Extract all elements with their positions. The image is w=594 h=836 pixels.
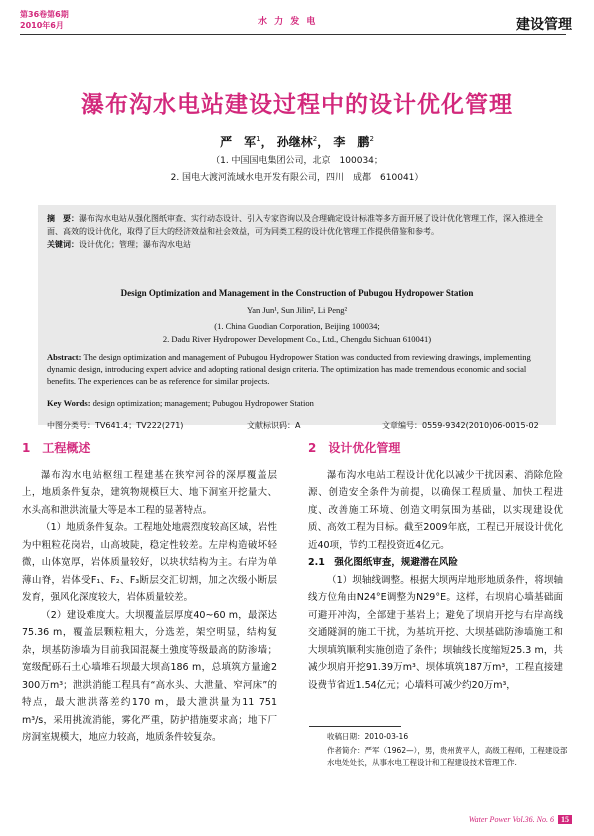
issue-date: 2010年6月: [20, 21, 64, 30]
abstract-text: 瀑布沟水电站从强化图纸审查、实行动态设计、引入专家咨询以及合理确定设计标准等多方面开展了设计优化管理工作，深入推进全面、高效的设计优化，取得了巨大的经济效益和社会效益，可为同类工程的设计优化管理工作提供借鉴和参考。: [47, 214, 543, 236]
article-title: 瀑布沟水电站建设过程中的设计优化管理: [81, 92, 513, 118]
paragraph: 瀑布沟水电站工程设计优化以减少干扰因素、消除危险源、创造安全条件为前提，以确保工程质量、加快工程进度、改善施工环境、创造文明氛围为基础，以实现建设优质、高效工程为目标。截至2009年底，工程已开展设计优化近40项，节约工程投资近4亿元。: [308, 469, 563, 551]
english-affiliation-2: 2. Dadu River Hydropower Development Co., Ltd., Chengdu Sichuan 610041): [162, 334, 432, 344]
paragraph: 瀑布沟水电站枢纽工程建基在狭窄河谷的深厚覆盖层上，地质条件复杂，建筑物规模巨大、地下洞室开挖量大、水头高和泄洪流量大等是本工程的显著特点。: [22, 469, 277, 516]
footnote-rule: [309, 726, 401, 727]
section-label: 建设管理: [512, 14, 572, 34]
paragraph: （1）地质条件复杂。工程地处地震烈度较高区域，岩性为中粗粒花岗岩，山高坡陡，稳定性较差。左岸构造破坏轻微，山体宽厚，岩体质量较好，以块状结构为主。右岸为单薄山脊，岩体受F₁、F₂、F₃断层交汇切割，加之次级小断层发育，强风化深度较大，岩体质量较差。: [22, 522, 277, 603]
document-code: 文献标识码：A: [247, 421, 301, 430]
english-keywords: [47, 398, 552, 408]
keywords-label: 关键词：: [47, 240, 79, 249]
author-list: 严 军$^1$， 孙继林$^2$， 李 鹏$^2$: [220, 135, 374, 149]
page-footer: [469, 815, 572, 824]
english-abstract: [47, 351, 552, 387]
english-abstract-label: Abstract:: [47, 352, 82, 362]
right-column: [308, 440, 563, 694]
english-keywords-label: Key Words:: [47, 398, 91, 408]
author-affiliation-mark: 2: [312, 135, 318, 143]
subsection-heading: 2.1 强化图纸审查，规避潜在风险: [308, 557, 458, 568]
author-affiliation-mark: 1: [256, 135, 261, 143]
journal-name: 水 力 发 电: [258, 17, 318, 27]
author-affiliation-mark: 2: [369, 135, 374, 143]
english-title: Design Optimization and Management in the Construction of Pubugou Hydropower Station: [120, 288, 474, 298]
affiliation-1: （1. 中国国电集团公司，北京 100034；: [211, 156, 383, 166]
header-rule: [20, 34, 566, 35]
clc-number: 中图分类号：TV641.4；TV222(271): [47, 421, 184, 430]
keywords-text: 设计优化；管理；瀑布沟水电站: [79, 240, 191, 249]
english-authors: Yan Jun¹, Sun Jilin², Li Peng²: [246, 305, 348, 315]
author-bio: 作者简介：严军（1962—），男，贵州黄平人，高级工程师，工程建设部水电处处长，从事水电工程设计和工程建设技术管理工作.: [327, 746, 568, 767]
author-name: 李 鹏: [333, 135, 370, 149]
abstract-label: 摘 要：: [47, 214, 79, 223]
section-heading-2: 2 设计优化管理: [308, 441, 401, 455]
received-date: 收稿日期：2010-03-16: [327, 732, 409, 741]
footer-journal: Water Power Vol.36. No. 6: [468, 815, 554, 824]
section-heading-1: 1 工程概述: [22, 441, 91, 455]
issue-info: [20, 9, 69, 31]
english-keywords-text: design optimization; management; Pubugou Hydropower Station: [92, 398, 314, 408]
article-number: 文章编号：0559-9342(2010)06-0015-02: [382, 421, 539, 430]
issue-number: 第36卷第6期: [20, 10, 69, 19]
paragraph: （1）坝轴线调整。根据大坝两岸地形地质条件，将坝轴线方位角由N24°E调整为N29°E。这样，右坝肩心墙基础面可避开冲沟，全部建于基岩上；避免了坝肩开挖与右岸高线交通隧洞的施工干扰，为基坑开挖、大坝基础防渗墙施工和大坝填筑顺利实施创造了条件；坝轴线长度缩短25.3 m，共减少坝肩开挖91.39万m³、坝体填筑187万m³，工程直接建设费节省近1.54亿元；心墙料可减少约20万m³，: [308, 574, 563, 691]
affiliation-2: 2. 国电大渡河流域水电开发有限公司，四川 成都 610041）: [170, 173, 424, 183]
page-number: 15: [558, 815, 572, 824]
english-abstract-text: The design optimization and management of Pubugou Hydropower Station was conducted from reviewing drawings, implementing dynamic design, introducing expert advice and adopting rational design criteria. The optimization has made tremendous economic and social benefits. The experiences can be as reference for similar projects.: [47, 352, 531, 386]
author-name: 孙继林: [276, 135, 313, 149]
author-name: 严 军: [220, 135, 257, 149]
english-affiliation-1: (1. China Guodian Corporation, Beijing 100034;: [214, 321, 380, 331]
paragraph: （2）建设难度大。大坝覆盖层厚度40~60 m，最深达75.36 m，覆盖层颗粒粗大，分选差，架空明显，结构复杂，坝基防渗墙为目前我国混凝土強度等级最高的防渗墙；宽级配砾石土心墙堆石坝最大坝高186 m，总填筑方量逾2 300万m³；泄洪消能工程具有“高水头、大泄量、窄河床”的特点，最大泄洪落差约170 m，最大泄洪量为11 751 m³/s，采用挑流消能，雾化严重，防护措施要求高；地下厂房洞室规模大，地应力较高，地质条件较复杂。: [22, 609, 277, 743]
chinese-abstract: [47, 212, 552, 251]
left-column: [22, 440, 277, 747]
